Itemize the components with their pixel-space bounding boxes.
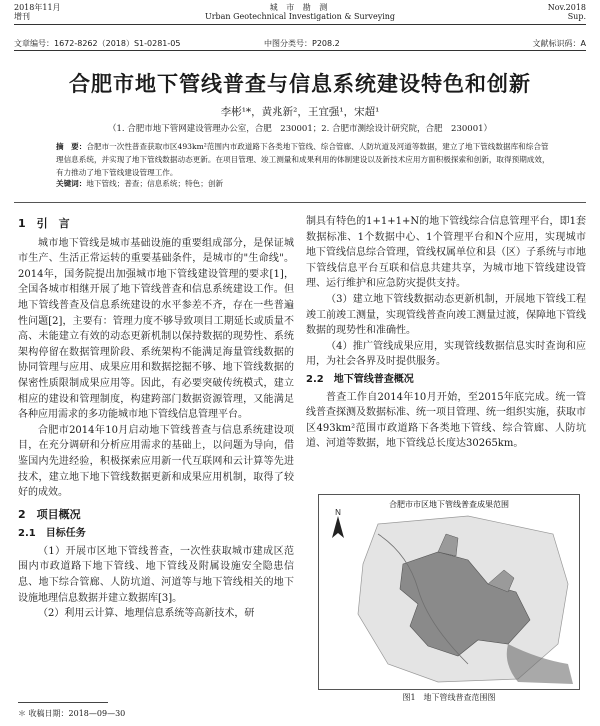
- header-journal: 城 市 勘 测 Urban Geotechnical Investigation & Surveying: [204, 3, 396, 21]
- keywords-text: 地下管线；普查；信息系统；特色；创新: [86, 179, 224, 188]
- article-number: 文章编号：1672-8262（2018）S1-0281-05: [14, 39, 181, 48]
- authors: 李彬¹*，黄兆新²，王宜强¹，宋超¹: [220, 106, 380, 118]
- survey-extent-map: [318, 494, 580, 690]
- left-column: [18, 214, 294, 622]
- section-heading: 1 引 言: [18, 217, 70, 230]
- paragraph: 制具有特色的1+1+1+N的地下管线综合信息管理平台，即1套数据标准、1个数据中心、1个管理平台和N个应用，实现城市地下管线信息综合管理，管线权属单位和县（区）子系统与市地下管线信息平台互联和信息共建共享，为城市地下管线建设管理、运行维护和应急防灾提供支持。: [306, 216, 586, 290]
- paragraph: 合肥市2014年10月启动地下管线普查与信息系统建设项目，在充分调研和分析应用需求的基础上，以问题为导向，借鉴国内先进经验，积极探索应用新一代互联网和云计算等先进技术，建立地下地下管线数据更新和成果应用机制，取得了较好的成效。: [18, 424, 294, 499]
- section-heading: 2 项目概况: [18, 507, 81, 521]
- figure-caption: 图1 地下管线普查范围图: [402, 693, 496, 702]
- footnote-rule: [18, 702, 108, 703]
- map-title: 合肥市市区地下管线普查成果范围: [389, 500, 509, 509]
- divider: [14, 202, 586, 203]
- article-meta: [14, 38, 586, 51]
- paragraph: （2）利用云计算、地理信息系统等高新技术，研: [38, 608, 255, 620]
- abstract-text: 合肥市一次性普查获取市区493km²范围内市政道路下各类地下管线、综合管廊、人防坑道及河道等数据，建立了地下管线数据库和综合管理信息系统，并实现了地下管线数据动态更新。在项目管理、竣工测量和成果利用的体制建设以及新技术应用方面积极探索和创新，取得预期成效，有力推动了地下管线建设管理工作。: [56, 142, 550, 177]
- header-issue: Nov.2018 Sup.: [547, 3, 586, 21]
- paragraph: 普查工作自2014年10月开始，至2015年底完成。统一管线普查探测及数据标准、统一项目管理、统一组织实施，获取市区493km²范围市政道路下各类地下管线、综合管廊、人防坑道、河道等数据，地下管线总长度达30265km。: [306, 391, 586, 450]
- subsection-heading: 2.2 地下管线普查概况: [306, 373, 414, 385]
- right-column: [306, 214, 586, 452]
- abstract-label: 摘 要：: [56, 142, 87, 151]
- keywords-label: 关键词：: [56, 179, 87, 188]
- subsection-heading: 2.1 目标任务: [18, 528, 86, 540]
- footnote: ＊ 收稿日期：2018—09—30: [18, 709, 126, 718]
- paragraph: （3）建立地下管线数据动态更新机制，开展地下管线工程竣工前竣工测量，实现管线普查向竣工测量过渡，保障地下管线数据的现势性和准确性。: [306, 293, 586, 337]
- document-code: 文献标识码：A: [532, 39, 586, 48]
- affiliation: （1. 合肥市地下管网建设管理办公室，合肥 230001；2. 合肥市测绘设计研究院，合肥 230001）: [107, 124, 493, 134]
- header-date: 2018年11月 增刊: [14, 3, 61, 21]
- abstract: [56, 140, 554, 179]
- running-header: [14, 2, 586, 25]
- clc-number: 中图分类号：P208.2: [264, 39, 340, 48]
- keywords: [56, 178, 554, 190]
- paragraph: 城市地下管线是城市基础设施的重要组成部分，是保证城市生产、生活正常运转的重要基础条件，是城市的"生命线"。2014年，国务院提出加强城市地下管线建设管理的要求[1]，全国各城市相继开展了地下管线普查和信息系统建设工作。但地下管线普查及信息系统建设的水平参差不齐，存在一些普遍性问题[2]，主要有：管理力度不够导致项目工期延长或质量不高、未能建立有效的动态更新机制以保持数据的现势性、系统架构停留在数据管理阶段、系统架构不能满足海量管线数据的协同管理与应用、成果应用和数据挖掘不够、地下管线数据的保密性质限制成果应用等。因此，有必要突破传统模式，建立相应的建设和管理制度，构建跨部门数据资源管理，又能满足各种应用需求的多功能城市地下管线信息管理平台。: [18, 237, 294, 421]
- paragraph: （4）推广管线成果应用，实现管线数据信息实时查询和应用，为社会各界及时提供服务。: [306, 340, 586, 368]
- svg-text:N: N: [335, 508, 341, 517]
- paper-title: 合肥市地下管线普查与信息系统建设特色和创新: [69, 72, 531, 96]
- paragraph: （1）开展市区地下管线普查，一次性获取城市建成区范围内市政道路下地下管线、地下管线及附属设施安全隐患信息、地下综合管廊、人防坑道、河道等与地下管线相关的地下设施地理信息数据并建立数据库[3]。: [18, 545, 294, 604]
